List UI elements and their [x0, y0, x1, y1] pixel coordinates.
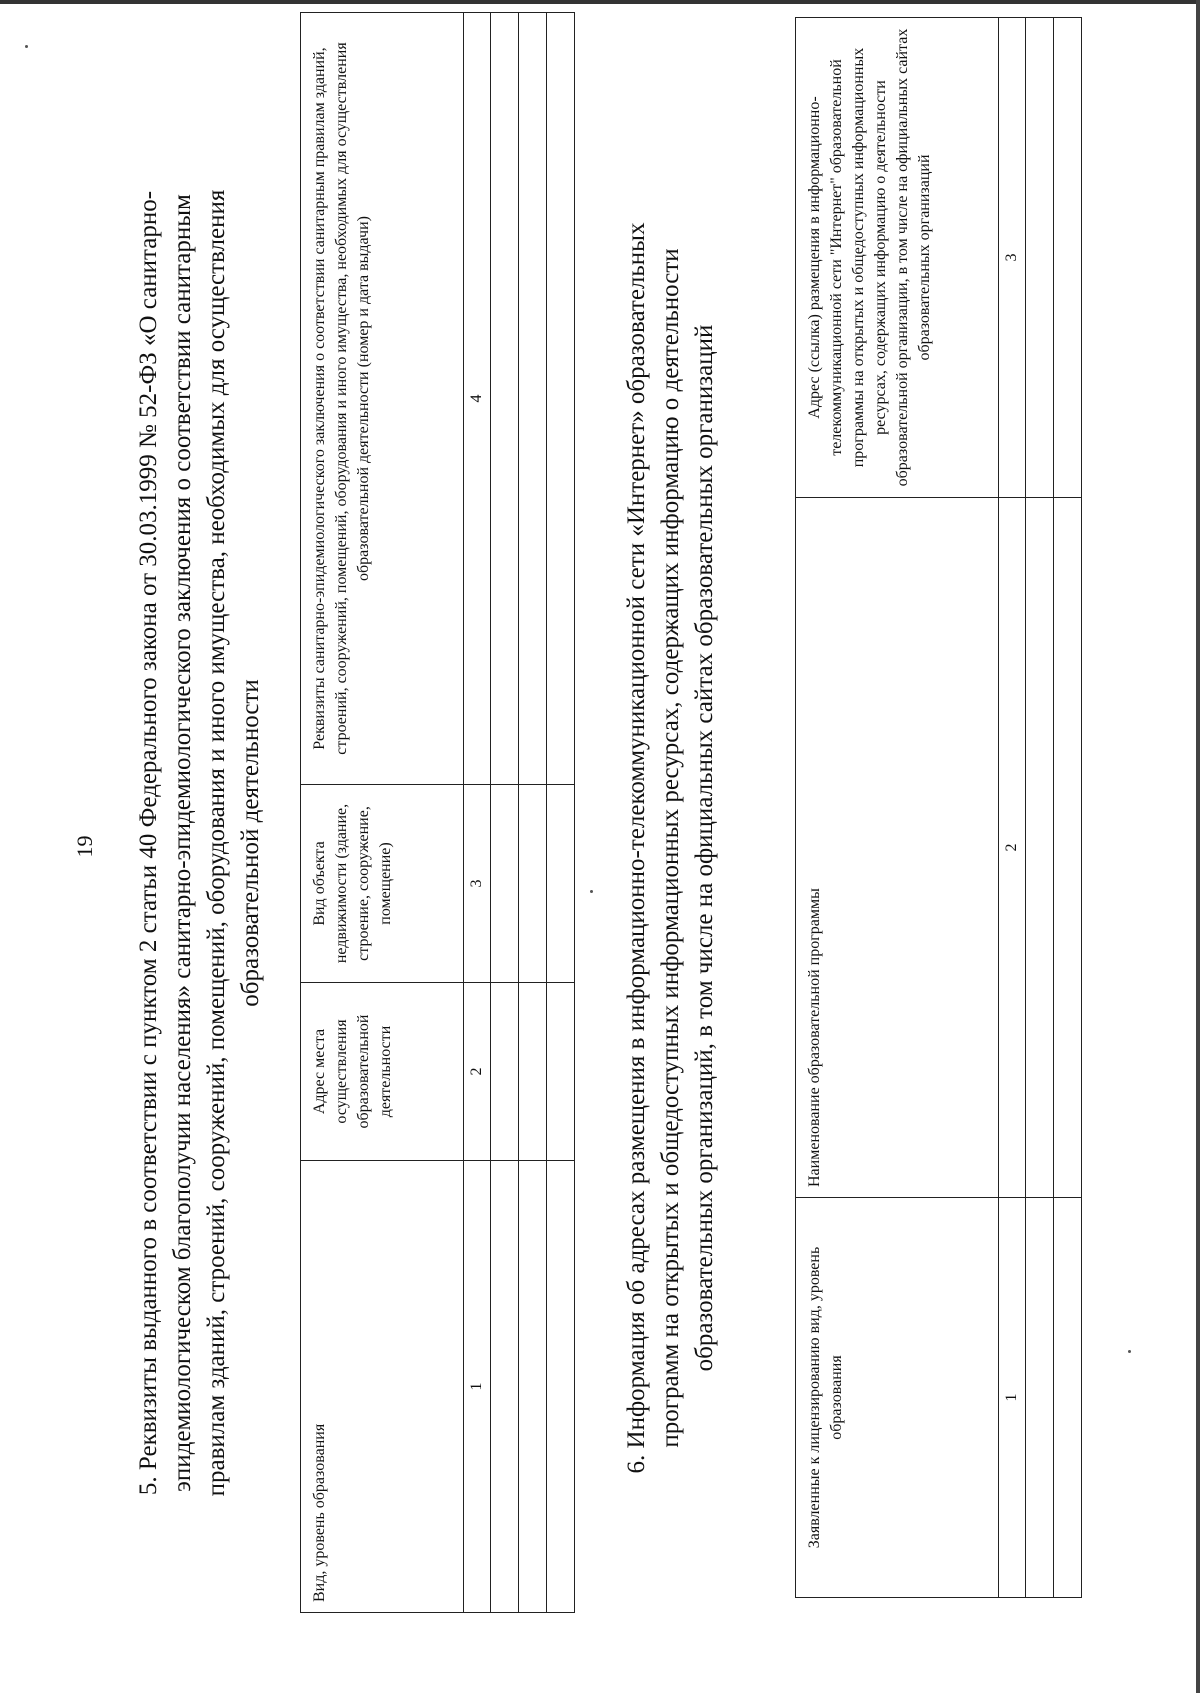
table-cell: [519, 1161, 547, 1613]
column-header-declared-level: Заявленные к лицензированию вид, уровень образования: [796, 1198, 999, 1598]
table-cell: [1054, 498, 1082, 1198]
table-row: [519, 13, 547, 1613]
page-number: 19: [72, 835, 97, 858]
table-cell: [491, 983, 519, 1161]
table-cell: [491, 785, 519, 983]
section-5-table: [300, 12, 575, 1613]
table-cell: [1026, 1198, 1054, 1598]
table-header-row: [301, 13, 464, 1613]
column-header-level: Вид, уровень образования: [301, 1161, 464, 1613]
table-row: [1054, 18, 1082, 1598]
table-cell: [547, 1161, 575, 1613]
table-row: [1026, 18, 1054, 1598]
column-header-address: Адрес места осуществления образовательной деятельности: [301, 983, 464, 1161]
table-row: [547, 13, 575, 1613]
table-cell: [491, 1161, 519, 1613]
scan-speck: [1128, 1350, 1131, 1353]
table-cell: [1054, 1198, 1082, 1598]
table-cell: [1026, 18, 1054, 498]
column-header-program-name: Наименование образовательной программы: [796, 498, 999, 1198]
table-cell: [519, 785, 547, 983]
table-row: [491, 13, 519, 1613]
table-cell: [1054, 18, 1082, 498]
table-cell: [547, 13, 575, 785]
column-header-sanitary-details: Реквизиты санитарно-эпидемиологического заключения о соответствии санитарным правилам зданий, строений, сооружений, помещений, оборудования и иного имущества, необходимых для осуществления образовательной деятельности (номер и дата выдачи): [301, 13, 464, 785]
table-cell: [519, 983, 547, 1161]
section-5-title: 5. Реквизиты выданного в соответствии с пунктом 2 статьи 40 Федерального закона от 30.03.1999 № 52-ФЗ «О санитарно-эпидемиологическом благополучии населения» санитарно-эпидемиологического заключения о соответствии санитарным правилам зданий, строений, сооружений, помещений, оборудования и иного имущества, необходимых для осуществления образовательной деятельности: [135, 189, 264, 1497]
column-number-row: [464, 13, 491, 1613]
table-cell: [1026, 498, 1054, 1198]
column-number: 1: [464, 1161, 491, 1613]
column-number: 4: [464, 13, 491, 785]
table-cell: [547, 785, 575, 983]
scan-speck: [25, 45, 28, 48]
section-6-title: 6. Информация об адресах размещения в информационно-телекоммуникационной сети «Интернет» образовательных программ на открытых и общедоступных информационных ресурсах, содержащих информацию о деятельности образовательных организаций, в том числе на официальных сайтах образовательных организаций: [623, 222, 718, 1474]
table-header-row: [796, 18, 999, 1598]
column-number: 2: [464, 983, 491, 1161]
column-header-internet-address: Адрес (ссылка) размещения в информационно-телекоммуникационной сети "Интернет" образовательной программы на открытых и общедоступных информационных ресурсах, содержащих информацию о деятельности образовательной организации, в том числе на официальных сайтах образовательных организаций: [796, 18, 999, 498]
table-cell: [519, 13, 547, 785]
column-number-row: [999, 18, 1026, 1598]
column-header-object-type: Вид объекта недвижимости (здание, строение, сооружение, помещение): [301, 785, 464, 983]
column-number: 3: [464, 785, 491, 983]
column-number: 1: [999, 1198, 1026, 1598]
scan-speck: [590, 890, 593, 893]
column-number: 3: [999, 18, 1026, 498]
column-number: 2: [999, 498, 1026, 1198]
section-6-table: [795, 17, 1082, 1598]
table-cell: [491, 13, 519, 785]
table-cell: [547, 983, 575, 1161]
